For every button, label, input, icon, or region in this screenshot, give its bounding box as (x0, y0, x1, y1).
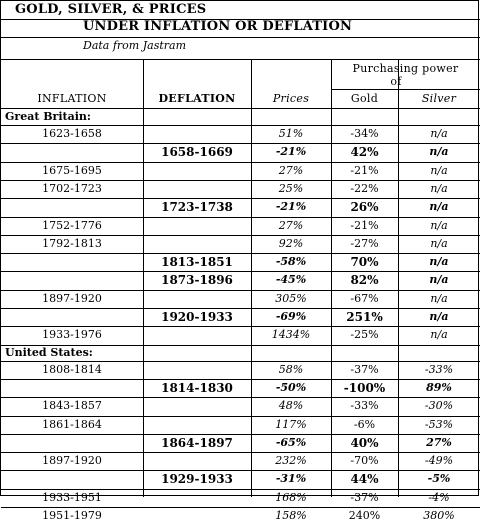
row-rule (1, 290, 480, 291)
row-rule (1, 143, 480, 144)
inflation-period: 1623-1658 (42, 127, 102, 140)
column-divider (398, 59, 399, 497)
silver-value: n/a (429, 145, 449, 158)
gold-value: -22% (350, 182, 379, 195)
deflation-period: 1658-1669 (161, 145, 233, 159)
silver-value: 89% (426, 381, 452, 394)
prices-value: 27% (278, 219, 304, 232)
prices-value: -69% (275, 310, 307, 323)
silver-value: -33% (424, 363, 454, 376)
silver-value: n/a (430, 292, 448, 305)
row-rule (1, 308, 480, 309)
gold-value: -37% (350, 363, 379, 376)
row-rule (1, 162, 480, 163)
row-rule (1, 397, 480, 398)
header-top-rule (1, 59, 480, 60)
row-rule (1, 198, 480, 199)
row-rule (1, 235, 480, 236)
header-inflation: INFLATION (37, 92, 107, 105)
prices-value: 1434% (271, 328, 311, 341)
section-label: Great Britain: (5, 110, 91, 123)
header-prices: Prices (272, 92, 310, 105)
deflation-period: 1813-1851 (161, 255, 233, 269)
prices-value: -45% (275, 273, 307, 286)
gold-value: -21% (350, 164, 379, 177)
row-rule (1, 271, 480, 272)
prices-value: 92% (278, 237, 304, 250)
title-line-2: UNDER INFLATION OR DEFLATION (83, 19, 353, 34)
inflation-period: 1752-1776 (42, 219, 102, 232)
row-rule (1, 379, 480, 380)
header-gold: Gold (350, 92, 379, 105)
column-divider (331, 59, 332, 497)
silver-value: -5% (427, 472, 451, 485)
gold-value: -6% (353, 418, 376, 431)
silver-value: 380% (423, 509, 455, 522)
silver-value: n/a (430, 219, 448, 232)
inflation-period: 1951-1979 (42, 509, 102, 522)
silver-value: -49% (424, 454, 454, 467)
gold-value: -67% (350, 292, 379, 305)
row-rule (1, 253, 480, 254)
gold-value: -27% (350, 237, 379, 250)
row-rule (1, 326, 480, 327)
prices-value: -21% (275, 200, 307, 213)
source-note: Data from Jastram (83, 39, 187, 52)
silver-value: n/a (429, 200, 449, 213)
row-rule (1, 489, 480, 490)
inflation-period: 1808-1814 (42, 363, 102, 376)
deflation-period: 1864-1897 (161, 436, 233, 450)
silver-value: n/a (430, 182, 448, 195)
deflation-period: 1929-1933 (161, 472, 233, 486)
prices-value: 58% (278, 363, 304, 376)
inflation-period: 1675-1695 (42, 164, 102, 177)
inflation-period: 1933-1976 (42, 328, 102, 341)
gold-value: 70% (350, 255, 379, 269)
gold-value: 42% (350, 145, 379, 159)
deflation-period: 1920-1933 (161, 310, 233, 324)
deflation-period: 1723-1738 (161, 200, 233, 214)
silver-value: n/a (429, 273, 449, 286)
title-line-1: GOLD, SILVER, & PRICES (15, 2, 207, 17)
section-label: United States: (5, 345, 93, 359)
deflation-period: 1873-1896 (161, 273, 233, 287)
inflation-period: 1933-1951 (42, 491, 102, 504)
inflation-period: 1702-1723 (42, 182, 102, 195)
prices-value: 48% (278, 399, 304, 412)
deflation-period: 1814-1830 (161, 381, 233, 395)
inflation-period: 1897-1920 (42, 454, 102, 467)
title-divider-2 (1, 37, 480, 38)
row-rule (1, 125, 480, 126)
gold-value: -37% (350, 491, 379, 504)
silver-value: n/a (430, 127, 448, 140)
column-divider (251, 59, 252, 497)
inflation-period: 1843-1857 (42, 399, 102, 412)
row-rule (1, 217, 480, 218)
silver-value: -4% (428, 491, 450, 504)
silver-value: n/a (430, 237, 448, 250)
inflation-period: 1897-1920 (42, 292, 102, 305)
gold-value: 44% (350, 472, 379, 486)
silver-value: -53% (424, 418, 454, 431)
prices-value: 51% (278, 127, 304, 140)
prices-value: -65% (275, 436, 307, 449)
gold-value: -100% (343, 381, 386, 395)
prices-value: -58% (275, 255, 307, 268)
inflation-period: 1861-1864 (42, 418, 102, 431)
gold-value: -25% (350, 328, 379, 341)
prices-value: 158% (275, 509, 307, 522)
inflation-period: 1792-1813 (42, 237, 102, 250)
header-silver: Silver (421, 92, 457, 105)
row-rule (1, 416, 480, 417)
prices-value: 27% (278, 164, 304, 177)
gold-value: -34% (350, 127, 379, 140)
gold-value: -70% (350, 454, 379, 467)
header-bottom-rule (1, 108, 480, 109)
gold-value: 240% (348, 509, 381, 522)
gold-value: 40% (350, 436, 379, 450)
row-rule (1, 361, 480, 362)
gold-value: 82% (350, 273, 379, 287)
silver-value: n/a (430, 164, 448, 177)
purchasing-power-of: of (390, 75, 402, 88)
silver-value: n/a (429, 310, 449, 323)
row-rule (1, 507, 480, 508)
row-rule (1, 452, 480, 453)
prices-value: 232% (275, 454, 307, 467)
silver-value: n/a (430, 328, 448, 341)
column-divider (143, 59, 144, 497)
prices-value: -50% (275, 381, 307, 394)
gold-value: -33% (350, 399, 379, 412)
gold-value: 26% (350, 200, 379, 214)
prices-value: 305% (275, 292, 307, 305)
gold-value: -21% (350, 219, 379, 232)
header-deflation: DEFLATION (158, 92, 236, 105)
prices-value: 117% (275, 418, 307, 431)
row-rule (1, 434, 480, 435)
purchasing-power-label: Purchasing power (352, 62, 459, 75)
silver-value: 27% (426, 436, 452, 449)
prices-value: -31% (275, 472, 307, 485)
row-rule (1, 180, 480, 181)
row-rule (1, 470, 480, 471)
prices-value: -21% (275, 145, 307, 158)
silver-value: -30% (424, 399, 454, 412)
gold-silver-split-rule (331, 89, 480, 90)
gold-value: 251% (346, 310, 383, 324)
prices-value: 168% (275, 491, 307, 504)
silver-value: n/a (429, 255, 449, 268)
prices-value: 25% (278, 182, 304, 195)
